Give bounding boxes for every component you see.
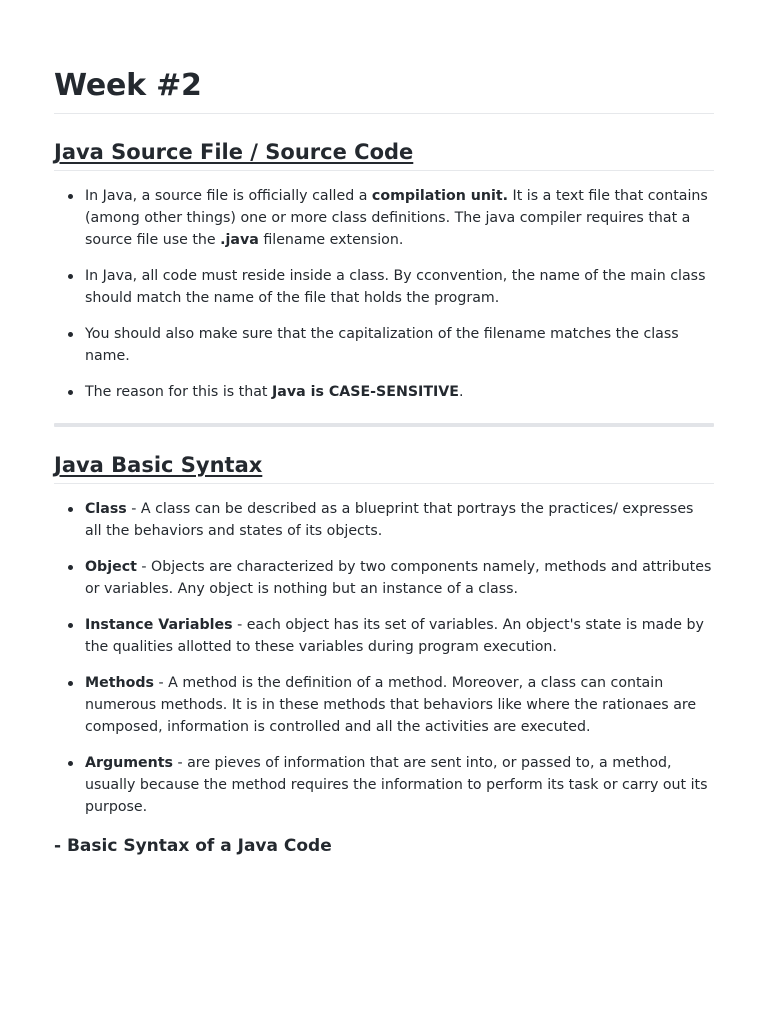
list-item: [85, 381, 714, 403]
list-item-text: - A class can be described as a blueprint that portrays the practices/ expresses all the behaviors and states of its objects.: [85, 501, 694, 539]
list-item: [85, 556, 714, 600]
section-heading-basic-syntax: [54, 453, 714, 484]
list-item-text: The reason for this is that: [85, 384, 272, 400]
list-item: [85, 498, 714, 542]
list-item-text: - are pieves of information that are sent into, or passed to, a method, usually because the method requires the information to perform its task or carry out its purpose.: [85, 755, 708, 815]
list-item: [85, 265, 714, 309]
basic-syntax-list: [54, 498, 714, 818]
list-item-text: It is a text file that contains (among other things) one or more class definitions. The java compiler requires that a source file use the: [85, 188, 708, 248]
list-item-text: In Java, all code must reside inside a class. By cconvention, the name of the main class should match the name of the file that holds the program.: [85, 268, 706, 306]
section-heading-source-file: [54, 140, 714, 171]
list-item: [85, 672, 714, 738]
list-item: [85, 614, 714, 658]
list-item-text: filename extension.: [258, 232, 404, 248]
list-item: [85, 752, 714, 818]
list-item-text: You should also make sure that the capitalization of the filename matches the class name.: [85, 326, 679, 364]
list-item-text: - each object has its set of variables. An object's state is made by the qualities allotted to these variables during program execution.: [85, 617, 704, 655]
subheading-basic-syntax-code: - Basic Syntax of a Java Code: [54, 836, 332, 856]
section-heading-source-file-text: Java Source File / Source Code: [54, 140, 414, 164]
list-item-term: Object: [85, 559, 137, 575]
list-item-text: In Java, a source file is officially called a: [85, 188, 372, 204]
page-title: Week #2: [54, 68, 714, 114]
list-item: [85, 323, 714, 367]
list-item-term: Class: [85, 501, 127, 517]
list-item-emphasis: .java: [220, 232, 259, 248]
document-page: [54, 0, 714, 856]
section-divider: [54, 423, 714, 427]
list-item: [85, 185, 714, 251]
list-item-term: Instance Variables: [85, 617, 233, 633]
source-file-list: [54, 185, 714, 403]
section-heading-basic-syntax-text: Java Basic Syntax: [54, 453, 263, 477]
list-item-text: - A method is the definition of a method. Moreover, a class can contain numerous methods. It is in these methods that behaviors like where the rationaes are composed, information is controlled and all the activities are executed.: [85, 675, 697, 735]
list-item-term: Arguments: [85, 755, 173, 771]
list-item-term: Methods: [85, 675, 154, 691]
list-item-emphasis: Java is CASE-SENSITIVE: [272, 384, 459, 400]
list-item-text: - Objects are characterized by two components namely, methods and attributes or variables. Any object is nothing but an instance of a class.: [85, 559, 712, 597]
list-item-emphasis: compilation unit.: [371, 188, 508, 204]
list-item-text: .: [458, 384, 464, 400]
